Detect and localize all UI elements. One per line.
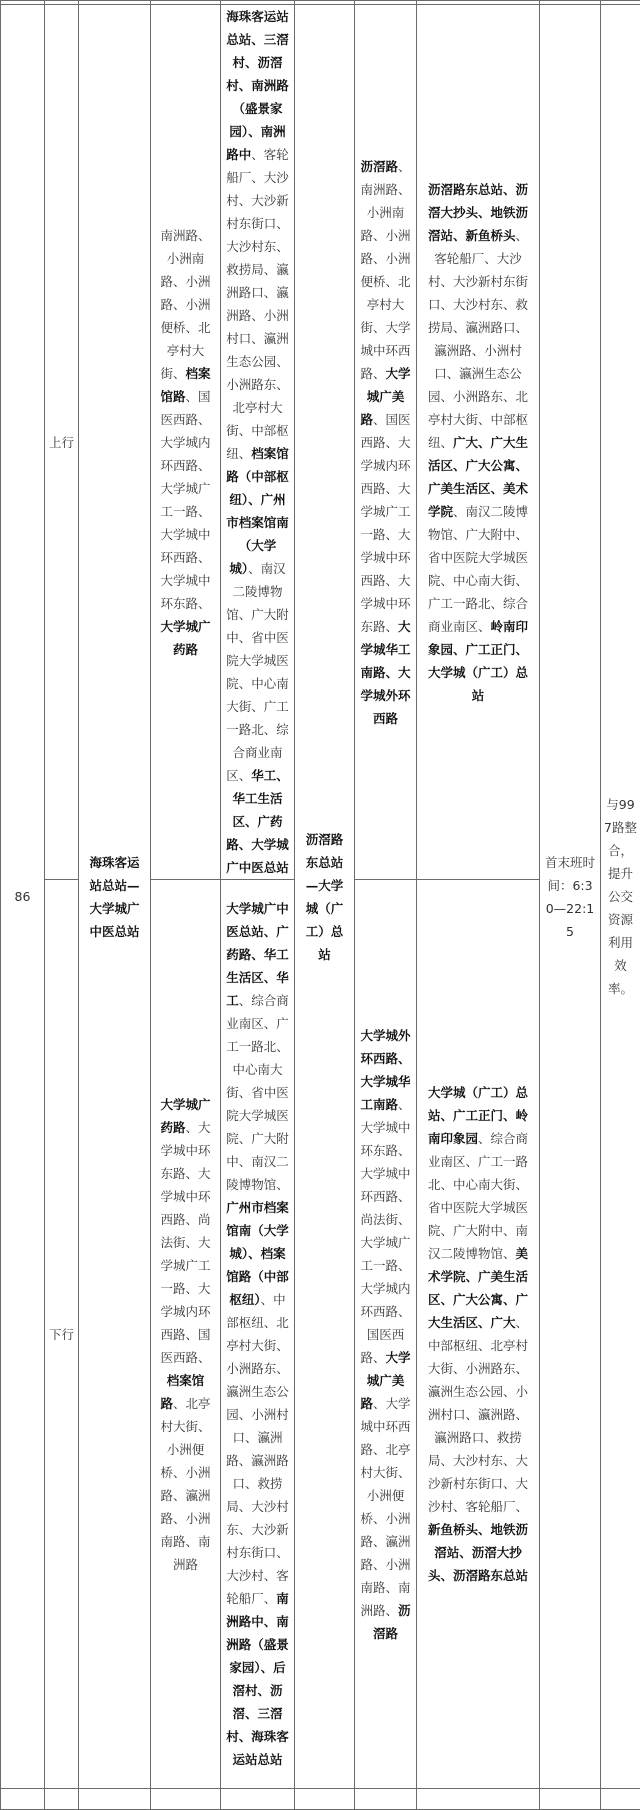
- schedule: 首末班时间：6:30—22:15: [540, 5, 601, 1789]
- stop-segment: 沥滘路东总站、沥滘大抄头、地铁沥滘站、新鱼桥头: [428, 182, 528, 243]
- stops-up-col-d: [417, 5, 540, 880]
- stop-segment: 、综合商业南区、广工一路北、中心南大街、省中医院大学城医院、广大附中、南汉二陵博物馆、: [428, 1131, 528, 1261]
- stop-segment: 华工、华工生活区、广药路、大学城广中医总站: [226, 768, 289, 875]
- route-name: 海珠客运站总站—大学城广中医总站: [79, 5, 151, 1789]
- stop-segment: 沥滘路: [373, 1603, 411, 1641]
- stops-down-col-a: [151, 880, 221, 1789]
- stop-segment: 广州市档案馆南（大学城）、档案馆路（中部枢纽）: [226, 1200, 289, 1307]
- stop-segment: 、中部枢纽、北亭村大街、小洲路东、瀛洲生态公园、小洲村口、瀛洲路、瀛洲路口、救捞局、大沙村东、大沙新村东街口、大沙村、客轮船厂、: [428, 1315, 528, 1514]
- stop-segment: 大学城广药路: [160, 1097, 210, 1135]
- stop-segment: 、大学城中环西路、北亭村大街、小洲便桥、小洲路、瀛洲路、小洲南路、南洲路、: [360, 1396, 410, 1618]
- stop-segment: 大学城广美路: [360, 1350, 410, 1411]
- stop-segment: 大学城广药路: [160, 619, 210, 657]
- stop-segment: 新鱼桥头、地铁沥滘站、沥滘大抄头、沥滘路东总站: [428, 1522, 528, 1583]
- stops-down-col-d: [417, 880, 540, 1789]
- stop-segment: 、南汉二陵博物馆、广大附中、省中医院大学城医院、中心南大街、广工一路北、综合商业南区、: [226, 561, 289, 783]
- stops-up-col-c: [355, 5, 417, 880]
- stop-segment: 、大学城中环东路、大学城中环西路、尚法街、大学城广工一路、大学城内环西路、国医西路、: [360, 1097, 410, 1365]
- route-number: 86: [1, 5, 45, 1789]
- stop-segment: 、国医西路、大学城内环西路、大学城广工一路、大学城中环西路、大学城中环东路、: [360, 412, 410, 634]
- stops-up-col-b: [221, 5, 295, 880]
- stop-segment: 广大、广大生活区、广大公寓、广美生活区、美术学院: [428, 435, 528, 519]
- stop-segment: 南洲路、小洲南路、小洲路、小洲便桥、北亭村大街、: [160, 228, 210, 381]
- direction-label-down: 下行: [45, 880, 79, 1789]
- stop-segment: 岭南印象园、广工正门、大学城（广工）总站: [428, 619, 528, 703]
- stop-segment: 、综合商业南区、广工一路北、中心南大街、省中医院大学城医院、广大附中、南汉二陵博物馆、: [226, 993, 289, 1192]
- remark: 与997路整合，提升公交资源利用效率。: [601, 5, 640, 1789]
- stops-up-col-a: [151, 5, 221, 880]
- stops-down-col-c: [355, 880, 417, 1789]
- stop-segment: 档案馆路: [160, 366, 210, 404]
- stop-segment: 、南洲路、小洲南路、小洲路、小洲便桥、北亭村大街、大学城中环西路、: [360, 159, 410, 381]
- table-row-up: [1, 5, 640, 880]
- stop-segment: 、大学城中环东路、大学城中环西路、尚法街、大学城广工一路、大学城内环西路、国医西路、: [160, 1120, 210, 1365]
- stop-segment: 大学城华工南路、大学城外环西路: [360, 619, 410, 726]
- stop-segment: 南洲路中、南洲路（盛景家园）、后滘村、沥滘、三滘村、海珠客运站总站: [226, 1591, 289, 1767]
- stop-segment: 美术学院、广美生活区、广大公寓、广大生活区、广大: [428, 1246, 528, 1330]
- table-row-next: [1, 1789, 640, 1810]
- stop-segment: 大学城广美路: [360, 366, 410, 427]
- stop-segment: 海珠客运站总站、三滘村、沥滘村、南洲路（盛景家园）、南洲路中: [226, 9, 289, 162]
- stop-segment: 大学城广中医总站、广药路、华工生活区、华工: [226, 901, 289, 1008]
- stops-down-col-b: [221, 880, 295, 1789]
- stop-segment: 、客轮船厂、大沙村、大沙新村东街口、大沙村东、救捞局、瀛洲路口、瀛洲路、小洲村口、瀛洲生态公园、小洲路东、北亭村大街、中部枢纽、: [428, 228, 528, 450]
- stop-segment: 档案馆路（中部枢纽）、广州市档案馆南（大学城）: [226, 446, 289, 576]
- direction-label-up: 上行: [45, 5, 79, 880]
- stop-segment: 、南汉二陵博物馆、广大附中、省中医院大学城医院、中心南大街、广工一路北、综合商业南区、: [428, 504, 528, 634]
- stop-segment: 、中部枢纽、北亭村大街、小洲路东、瀛洲生态公园、小洲村口、瀛洲路、瀛洲路口、救捞局、大沙村东、大沙新村东街口、大沙村、客轮船厂、: [226, 1292, 289, 1606]
- stop-segment: 、客轮船厂、大沙村、大沙新村东街口、大沙村东、救捞局、瀛洲路口、瀛洲路、小洲村口、瀛洲生态公园、小洲路东、北亭村大街、中部枢纽、: [226, 147, 289, 461]
- stop-segment: 档案馆路: [160, 1373, 204, 1411]
- stop-segment: 大学城（广工）总站、广工正门、岭南印象园: [428, 1085, 528, 1146]
- stop-segment: 、国医西路、大学城内环西路、大学城广工一路、大学城中环西路、大学城中环东路、: [160, 389, 210, 611]
- stop-segment: 大学城外环西路、大学城华工南路: [360, 1028, 410, 1112]
- stop-segment: 沥滘路: [360, 159, 398, 174]
- stop-segment: 、北亭村大街、小洲便桥、小洲路、瀛洲路、小洲南路、南洲路: [160, 1396, 210, 1572]
- new-route-name: 沥滘路东总站—大学城（广工）总站: [295, 5, 355, 1789]
